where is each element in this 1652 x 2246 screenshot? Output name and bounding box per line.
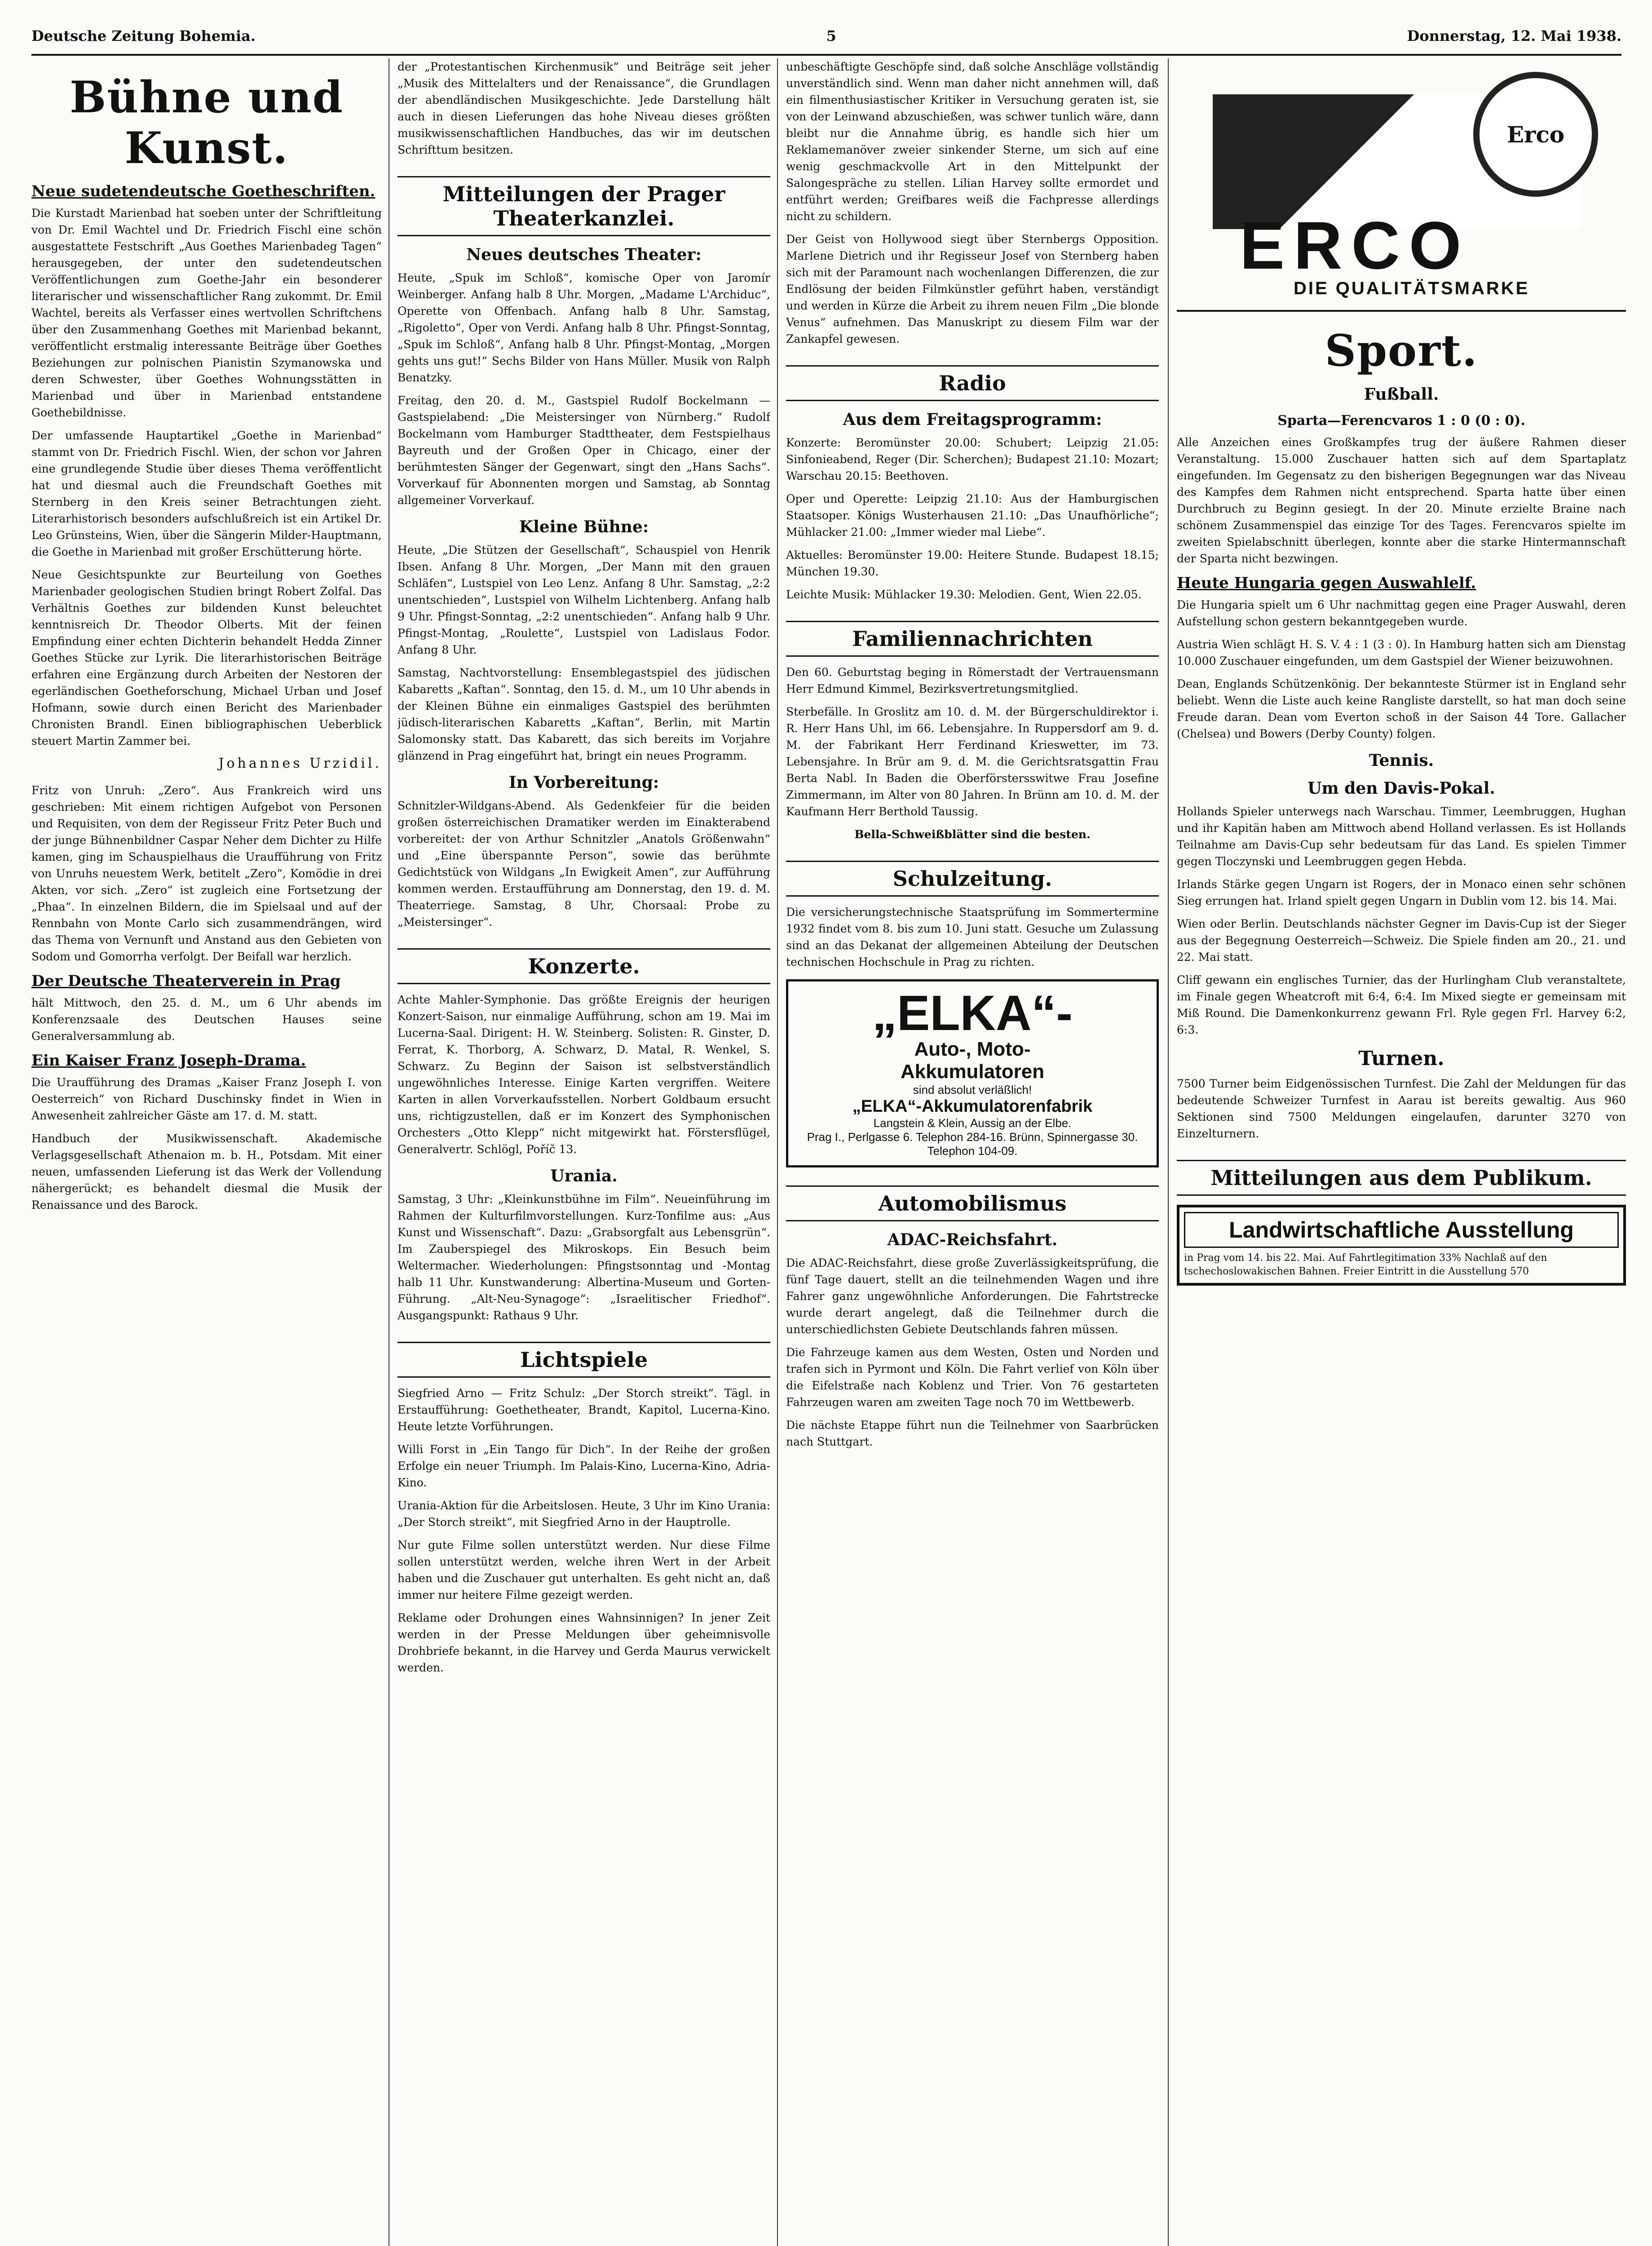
section-heading-konzerte: Konzerte.: [398, 948, 770, 984]
subheading: Tennis.: [1369, 751, 1434, 770]
article-paragraph: Samstag, 3 Uhr: „Kleinkunstbühne im Film“. Neueinführung im Rahmen der Kulturfilmvorstellungen. Kurz-Tonfilme aus: „Aus Kunst und Wissenschaft“. Dazu: „Grabsorgfalt aus Lebensgrün“. Im Zauberspiegel des Mikroskops. Ein Besuch beim Weltermacher. Wiederholungen: Pfingstsonntag und -Montag halb 11 Uhr. Kunstwanderung: Albertina-Museum und Gorten-Führung. „Alt-Neu-Synagoge“: „Israelitischer Friedhof“. Ausgangspunkt: Rathaus 9 Uhr.: [398, 1193, 770, 1322]
ad-line: Prag I., Perlgasse 6. Telephon 284-16. Brünn, Spinnergasse 30. Telephon 104-09.: [807, 1130, 1138, 1158]
ad-title: Landwirtschaftliche Ausstellung: [1184, 1212, 1619, 1248]
ad-line: Langstein & Klein, Aussig an der Elbe.: [873, 1116, 1072, 1130]
subheading: Kleine Bühne:: [519, 517, 649, 536]
section-heading-publikum: Mitteilungen aus dem Publikum.: [1177, 1160, 1626, 1196]
article-headline: Heute Hungaria gegen Auswahlelf.: [1177, 574, 1476, 592]
subheading: ADAC-Reichsfahrt.: [887, 1230, 1058, 1249]
article-paragraph: Heute, „Die Stützen der Gesellschaft“, Schauspiel von Henrik Ibsen. Anfang 8 Uhr. Morgen, „Der Mann mit den grauen Schläfen“, Lustspiel von Leo Lenz. Anfang 8 Uhr. Samstag, „2:2 unentschieden“, Lustspiel von Wilhelm Lichtenberg. Anfang halb 9 Uhr. Pfingst-Sonntag, „2:2 unentschieden“. Anfang halb 9 Uhr. Pfingst-Montag, „Roulette“, Lustspiel von Ladislaus Fodor. Anfang 8 Uhr.: [398, 544, 770, 656]
article-paragraph: Der umfassende Hauptartikel „Goethe in Marienbad“ stammt von Dr. Friedrich Fischl. Wien, der schon vor Jahren eine grundlegende Studie über dieses Thema veröffentlicht hat und diesmal auch die Freundschaft Goethes mit Sternberg in den Kreis seiner Betrachtungen zieht. Literarhistorisch besonders aufschlußreich ist ein Artikel Dr. Leo Grünsteins, Wien, über die Sängerin Milder-Hauptmann, die Goethe in Marienbad mit großer Erschütterung hörte.: [31, 429, 382, 558]
subheading: Neues deutsches Theater:: [466, 245, 702, 264]
ad-details: in Prag vom 14. bis 22. Mai. Auf Fahrtlegitimation 33% Nachlaß auf den tschechoslowakischen Bahnen. Freier Eintritt in die Ausstellung 570: [1184, 1252, 1547, 1277]
article-paragraph: Nur gute Filme sollen unterstützt werden. Nur diese Filme sollen unterstützt werden, welche ihren Wert in der Arbeit haben und die Zuschauer gut unterhalten. Es geht nicht an, daß immer nur heitere Filme gezeigt werden.: [398, 1539, 770, 1601]
article-headline: Neue sudetendeutsche Goetheschriften.: [31, 182, 375, 200]
ad-line: Auto-, Moto-: [914, 1038, 1031, 1060]
column-1: [31, 58, 382, 2246]
article-paragraph: Die Uraufführung des Dramas „Kaiser Franz Joseph I. von Oesterreich“ von Richard Duschinsky findet in Wien in Anwesenheit zahlreicher Gäste am 17. d. M. statt.: [31, 1076, 382, 1122]
ad-line: „ELKA“-Akkumulatorenfabrik: [852, 1097, 1093, 1116]
article-paragraph: Freitag, den 20. d. M., Gastspiel Rudolf Bockelmann — Gastspielabend: „Die Meistersinger von Nürnberg.“ Rudolf Bockelmann vom Hamburger Stadttheater, dem Festspielhaus Bayreuth und der Großen Oper in Chicago, einer der berühmtesten Sänger der Gegenwart, singt den „Hans Sachs“. Vorverkauf für Abonnenten morgen und Samstag, ab Sonntag allgemeiner Vorverkauf.: [398, 394, 770, 507]
article-paragraph: Die nächste Etappe führt nun die Teilnehmer von Saarbrücken nach Stuttgart.: [786, 1419, 1159, 1448]
subheading: Fußball.: [1364, 385, 1439, 404]
elka-advertisement: [786, 979, 1159, 1167]
article-paragraph: Urania-Aktion für die Arbeitslosen. Heute, 3 Uhr im Kino Urania: „Der Storch streikt“, mit Siegfried Arno in der Hauptrolle.: [398, 1499, 770, 1529]
article-paragraph: Wien oder Berlin. Deutschlands nächster Gegner im Davis-Cup ist der Sieger aus der Begegnung Oesterreich—Schweiz. Die Spiele finden am 20., 21. und 22. Mai statt.: [1177, 917, 1626, 964]
article-paragraph: Konzerte: Beromünster 20.00: Schubert; Leipzig 21.05: Sinfonieabend, Reger (Dir. Scherchen); Budapest 21.10: Mozart; Warschau 20.15: Beethoven.: [786, 436, 1159, 482]
article-paragraph: Siegfried Arno — Fritz Schulz: „Der Storch streikt“. Tägl. in Erstaufführung: Goethetheater, Brandt, Kapitol, Lucerna-Kino. Heute letzte Vorführungen.: [398, 1387, 770, 1433]
section-title-sport: Sport.: [1325, 325, 1478, 376]
article-paragraph: der „Protestantischen Kirchenmusik“ und Beiträge seit jeher „Musik des Mittelalters und der Renaissance“, die Grundlagen der abendländischen Musikgeschichte. Jede Darstellung hält auch in diesen Lieferungen das hohe Niveau dieses größten musikwissenschaftlichen Handbuches, das wir im deutschen Schrifttum besitzen.: [398, 60, 770, 156]
erco-wheel-icon: Erco: [1473, 72, 1598, 197]
article-paragraph: 7500 Turner beim Eidgenössischen Turnfest. Die Zahl der Meldungen für das bedeutende Schweizer Turnfest in Aarau ist bereits gewaltig. Aus 960 Sektionen sind 7500 Meldungen eingelaufen, darunter 3270 von Einzelturnern.: [1177, 1077, 1626, 1140]
article-paragraph: Die Kurstadt Marienbad hat soeben unter der Schriftleitung von Dr. Emil Wachtel und Dr. Friedrich Fischl eine schön ausgestattete Festschrift „Aus Goethes Marienbadeg Tagen“ herausgegeben, der unter den sudetendeutschen Veröffentlichungen zum Goethe-Jahr ein besonderer literarischer und wissenschaftlicher Rang zukommt. Dr. Emil Wachtel, bereits als Verfasser eines wertvollen Schriftchens über den Zusammenhang Goethes mit Marienbad bekannt, veröffentlicht erstmalig interessante Beiträge über Goethes Beziehungen zur polnischen Pianistin Szymanowska und deren Schwester, über Goethes Wohnungsstätten in Marienbad und über in Marienbad entstandene Goethebildnisse.: [31, 207, 382, 419]
column-4: [1177, 58, 1626, 2246]
ad-line: Akkumulatoren: [900, 1061, 1045, 1083]
article-paragraph: Heute, „Spuk im Schloß“, komische Oper von Jaromír Weinberger. Anfang halb 8 Uhr. Morgen, „Madame L'Archiduc“, Operette von Offenbach. Anfang halb 8 Uhr. Samstag, „Rigoletto“, Oper von Verdi. Anfang halb 8 Uhr. Pfingst-Sonntag, „Spuk im Schloß“, Anfang halb 8 Uhr. Pfingst-Montag, „Morgen gehts uns gut!“ Sechs Bilder von Hans Müller. Musik von Ralph Benatzky.: [398, 271, 770, 384]
column-3: [786, 58, 1159, 2246]
section-heading-theaterkanzlei: Mitteilungen der Prager Theaterkanzlei.: [398, 176, 770, 236]
article-paragraph: Reklame oder Drohungen eines Wahnsinnigen? In jener Zeit werden in der Presse Meldungen über geheimnisvolle Drohbriefe bekannt, in die Harvey und Gerda Maurus verwickelt werden.: [398, 1611, 770, 1674]
article-paragraph: Willi Forst in „Ein Tango für Dich“. In der Reihe der großen Erfolge ein neuer Triumph. Im Palais-Kino, Lucerna-Kino, Adria-Kino.: [398, 1443, 770, 1489]
masthead: [31, 18, 1621, 56]
column-rule: [777, 58, 778, 2246]
article-paragraph: Die ADAC-Reichsfahrt, diese große Zuverlässigkeitsprüfung, die fünf Tage dauert, stellt an die teilnehmenden Wagen und ihre Fahrer ganz ungewöhnliche Anforderungen. Die Fahrtstrecke wurde derart angelegt, daß die Teilnehmer durch die unterschiedlichsten Gebiete Deutschlands fahren müssen.: [786, 1256, 1159, 1336]
ad-line: sind absolut verläßlich!: [913, 1083, 1032, 1096]
erco-wordmark: ERCO: [1240, 208, 1471, 283]
section-title-buehne: Bühne und Kunst.: [70, 72, 344, 173]
article-paragraph: Aktuelles: Beromünster 19.00: Heitere Stunde. Budapest 18.15; München 19.30.: [786, 548, 1159, 578]
article-paragraph: Cliff gewann ein englisches Turnier, das der Hurlingham Club veranstaltete, im Finale gegen Wheatcroft mit 6:4, 6:4. Im Mixed siegte er gemeinsam mit Miß Round. Die Damenkonkurrenz gewann Frl. Ryle gegen Frl. Harvey 6:2, 6:3.: [1177, 973, 1626, 1036]
advert-line: Bella-Schweißblätter sind die besten.: [854, 828, 1091, 841]
match-headline: Sparta—Ferencvaros 1 : 0 (0 : 0).: [1277, 413, 1525, 429]
article-paragraph: Dean, Englands Schützenkönig. Der bekannteste Stürmer ist in England sehr beliebt. Wenn die Liste auch keine Rangliste darstellt, so hat man doch seine Freude daran. Dean vom Everton schoß in der Saison 44 Tore. Gallacher (Chelsea) und Bowers (Derby County) folgen.: [1177, 677, 1626, 740]
article-paragraph: Austria Wien schlägt H. S. V. 4 : 1 (3 : 0). In Hamburg hatten sich am Dienstag 10.000 Zuschauer eingefunden, um dem Gastspiel der Wiener beizuwohnen.: [1177, 638, 1626, 668]
subheading: Turnen.: [1358, 1047, 1444, 1070]
section-heading-familie: Familiennachrichten: [786, 621, 1159, 657]
subheading: Aus dem Freitagsprogramm:: [843, 410, 1102, 429]
article-paragraph: Alle Anzeichen eines Großkampfes trug der äußere Rahmen dieser Veranstaltung. 15.000 Zuschauer hatten sich auf dem Spartaplatz eingefunden. Im Gegensatz zu den bisherigen Begegnungen war das Niveau des Kampfes dem Rahmen nicht entsprechend. Sparta hatte über einen Durchbruch zu Beginn gesiegt. In der 20. Minute erzielte Braine nach schönem Zusammenspiel das einzige Tor des Tages. Ferencvaros spielte im zweiten Spielabschnitt überlegen, konnte aber die starke Hintermannschaft der Sparta nicht bezwingen.: [1177, 436, 1626, 565]
article-byline: Johannes Urzidil.: [218, 756, 382, 771]
article-headline: Ein Kaiser Franz Joseph-Drama.: [31, 1052, 306, 1070]
erco-advertisement: [1177, 58, 1626, 312]
section-heading-automobilismus: Automobilismus: [786, 1185, 1159, 1221]
article-paragraph: Fritz von Unruh: „Zero“. Aus Frankreich wird uns geschrieben: Mit einem richtigen Aufgebot von Personen und Requisiten, von dem der Regisseur Fritz Peter Buch und der junge Bühnenbildner Caspar Neher dem Dichter zu Hilfe kamen, ging im Schauspielhaus die Uraufführung von Fritz von Unruhs neuestem Werk, betitelt „Zero“, Komödie in drei Akten, vor sich. „Zero“ ist zugleich eine Fortsetzung der „Phaa“. In einzelnen Bildern, die im Spielsaal und auf der Rennbahn von Monte Carlo sich zusammendrängen, wird das Thema von Vernunft und Anstand aus den Gebieten von Sodom und Gomorrha verfolgt. Der Beifall war herzlich.: [31, 784, 382, 963]
column-2: [398, 58, 770, 2246]
article-paragraph: Die versicherungstechnische Staatsprüfung im Sommertermine 1932 findet vom 8. bis zum 10. Juni statt. Gesuche um Zulassung sind an das Dekanat der allgemeinen Abteilung der Deutschen technischen Hochschule in Prag zu richten.: [786, 906, 1159, 968]
article-paragraph: Sterbefälle. In Groslitz am 10. d. M. der Bürgerschuldirektor i. R. Herr Hans Uhl, im 66. Lebensjahre. In Ruppersdorf am 9. d. M. der Fabrikant Herr Ferdinand Krieswetter, im 73. Lebensjahre. In Brür am 9. d. M. die Gerichtsratsgattin Frau Berta Nabl. In Baden die Oberförstersswitwe Frau Josefine Zimmermann, im Alter von 80 Jahren. In Brünn am 10. d. M. der Kaufmann Herr Berthold Taussig.: [786, 705, 1159, 818]
section-heading-radio: Radio: [786, 365, 1159, 401]
section-heading-lichtspiele: Lichtspiele: [398, 1342, 770, 1378]
section-heading-schulzeitung: Schulzeitung.: [786, 861, 1159, 897]
subheading: Urania.: [550, 1167, 618, 1185]
article-paragraph: Hollands Spieler unterwegs nach Warschau. Timmer, Leembruggen, Hughan und ihr Kapitän haben am Mittwoch abend Holland verlassen. Es ist Hollands Teilnahme am Davis-Cup sehr bedeutsam für das Land. Es spielen Timmer gegen Tloczynski und Leembruggen gegen Hebda.: [1177, 805, 1626, 868]
landwirtschaft-advertisement: [1177, 1205, 1626, 1286]
article-paragraph: Oper und Operette: Leipzig 21.10: Aus der Hamburgischen Staatsoper. Königs Wusterhausen 21.10: „Das Unaufhörliche“; Mühlacker 21.00: „Immer wieder mal Liebe“.: [786, 492, 1159, 539]
masthead-page-number: 5: [826, 27, 836, 44]
subheading: Um den Davis-Pokal.: [1307, 779, 1495, 798]
article-paragraph: Den 60. Geburtstag beging in Römerstadt der Vertrauensmann Herr Edmund Kimmel, Bezirksvertretungsmitglied.: [786, 666, 1159, 695]
masthead-date: Donnerstag, 12. Mai 1938.: [1407, 27, 1621, 44]
column-rule: [1168, 58, 1169, 2246]
article-headline: Der Deutsche Theaterverein in Prag: [31, 972, 341, 990]
article-paragraph: hält Mittwoch, den 25. d. M., um 6 Uhr abends im Konferenzsaale des Deutschen Hauses seine Generalversammlung ab.: [31, 996, 382, 1043]
article-paragraph: Leichte Musik: Mühlacker 19.30: Melodien. Gent, Wien 22.05.: [786, 588, 1142, 601]
article-paragraph: Handbuch der Musikwissenschaft. Akademische Verlagsgesellschaft Athenaion m. b. H., Potsdam. Mit einer neuen, umfassenden Lieferung ist das Werk der Vollendung nähergerückt; es behandelt diesmal die Musik der Renaissance und des Barock.: [31, 1132, 382, 1211]
article-paragraph: Irlands Stärke gegen Ungarn ist Rogers, der in Monaco einen sehr schönen Sieg errungen hat. Irland spielt gegen Ungarn in Dublin vom 12. bis 14. Mai.: [1177, 878, 1626, 907]
ad-brand: „ELKA“-: [872, 986, 1073, 1041]
article-paragraph: Die Hungaria spielt um 6 Uhr nachmittag gegen eine Prager Auswahl, deren Aufstellung schon gestern bekanntgegeben wurde.: [1177, 598, 1626, 628]
article-paragraph: Neue Gesichtspunkte zur Beurteilung von Goethes Marienbader geologischen Studien bringt Robert Zolfal. Das Verhältnis Goethes zur bildenden Kunst beleuchtet kenntnisreich Dr. Theodor Olberts. Mit der feinen Empfindung einer echten Dichterin behandelt Hedda Zinner Goethes Stücke zur Lyrik. Die literarhistorischen Beiträge erfahren eine Ergänzung durch Arbeiten der Nestoren der egerländischen Goetheforschung, Michael Urban und Josef Hofmann, sowie durch einen Bericht des Marienbader Chronisten Brandl. Einen bibliographischen Ueberblick steuert Martin Zammer bei.: [31, 568, 382, 747]
article-paragraph: Samstag, Nachtvorstellung: Ensemblegastspiel des jüdischen Kabaretts „Kaftan“. Sonntag, den 15. d. M., um 10 Uhr abends in der Kleinen Bühne ein einmaliges Gastspiel des berühmten jüdisch-literarischen Kabaretts „Kaftan“, Berlin, mit Martin Salomonsky statt. Das Kabarett, das sich bereits im Vorjahre glänzend in Prag eingeführt hat, bringt ein neues Programm.: [398, 666, 770, 762]
masthead-paper-name: Deutsche Zeitung Bohemia.: [31, 27, 256, 44]
article-paragraph: Schnitzler-Wildgans-Abend. Als Gedenkfeier für die beiden großen österreichischen Dramatiker werden im Einakterabend vorbereitet: der von Arthur Schnitzler „Anatols Größenwahn“ und „Eine überspannte Person“, sowie das berühmte Gedichtstück von Wildgans „In Ewigkeit Amen“, zur Aufführung kommen werden. Erstaufführung am Donnerstag, den 19. d. M. Theaterriege. Samstag, 8 Uhr, Chorsaal: Probe zu „Meistersinger“.: [398, 799, 770, 928]
article-paragraph: unbeschäftigte Geschöpfe sind, daß solche Anschläge vollständig unverständlich sind. Wenn man daher nicht annehmen will, daß ein filmenthusiastischer Kritiker in Versuchung geraten ist, sie von der Leinwand abzuschießen, was schwer tunlich wäre, dann bleibt nur die Annahme übrig, es handle sich hier um Reklamemanöver zweier sinkender Sterne, um sich auf eine wenig geschmackvolle Art in den Mittelpunkt der Salongespräche zu stellen. Lilian Harvey sollte ermordet und entführt werden; Greifbares weiß die Fachpresse allerdings nicht zu schildern.: [786, 60, 1159, 223]
subheading: In Vorbereitung:: [508, 773, 659, 792]
article-paragraph: Der Geist von Hollywood siegt über Sternbergs Opposition. Marlene Dietrich und ihr Regisseur Josef von Sternberg haben sich mit der Paramount nach wochenlangen Differenzen, die zur Endlösung der beiden Filmkünstler geführt haben, verständigt und werden in Kürze die Arbeit zu ihrem neuen Film „Die blonde Venus“ aufnehmen. Das Manuskript zu diesem Film war der Zankapfel gewesen.: [786, 233, 1159, 345]
article-paragraph: Achte Mahler-Symphonie. Das größte Ereignis der heurigen Konzert-Saison, nur einmalige Aufführung, schon am 19. Mai im Lucerna-Saal. Dirigent: H. W. Steinberg. Solisten: R. Ginster, D. Ferrat, K. Thorborg, A. Schwarz, D. Matal, R. Wenkel, S. Schwarz. Zu Beginn der Saison ist selbstverständlich ungewöhnliches Interesse. Einige Karten vergriffen. Weitere Karten in allen Vorverkaufsstellen. Norbert Goldbaum ersucht uns, richtigzustellen, daß er im Konzert des Symphonischen Orchesters „Otto Klepp“ nicht mitgewirkt hat. Förstersflügel, Generalvertr. Schlögl, Poříč 13.: [398, 993, 770, 1156]
article-paragraph: Die Fahrzeuge kamen aus dem Westen, Osten und Norden und trafen sich in Pyrmont und Köln. Die Fahrt verlief von Köln über die Eifelstraße nach Koblenz und Trier. Von 76 gestarteten Fahrzeugen waren am zweiten Tage noch 70 im Wettbewerb.: [786, 1346, 1159, 1409]
erco-tagline: DIE QUALITÄTSMARKE: [1294, 279, 1530, 298]
